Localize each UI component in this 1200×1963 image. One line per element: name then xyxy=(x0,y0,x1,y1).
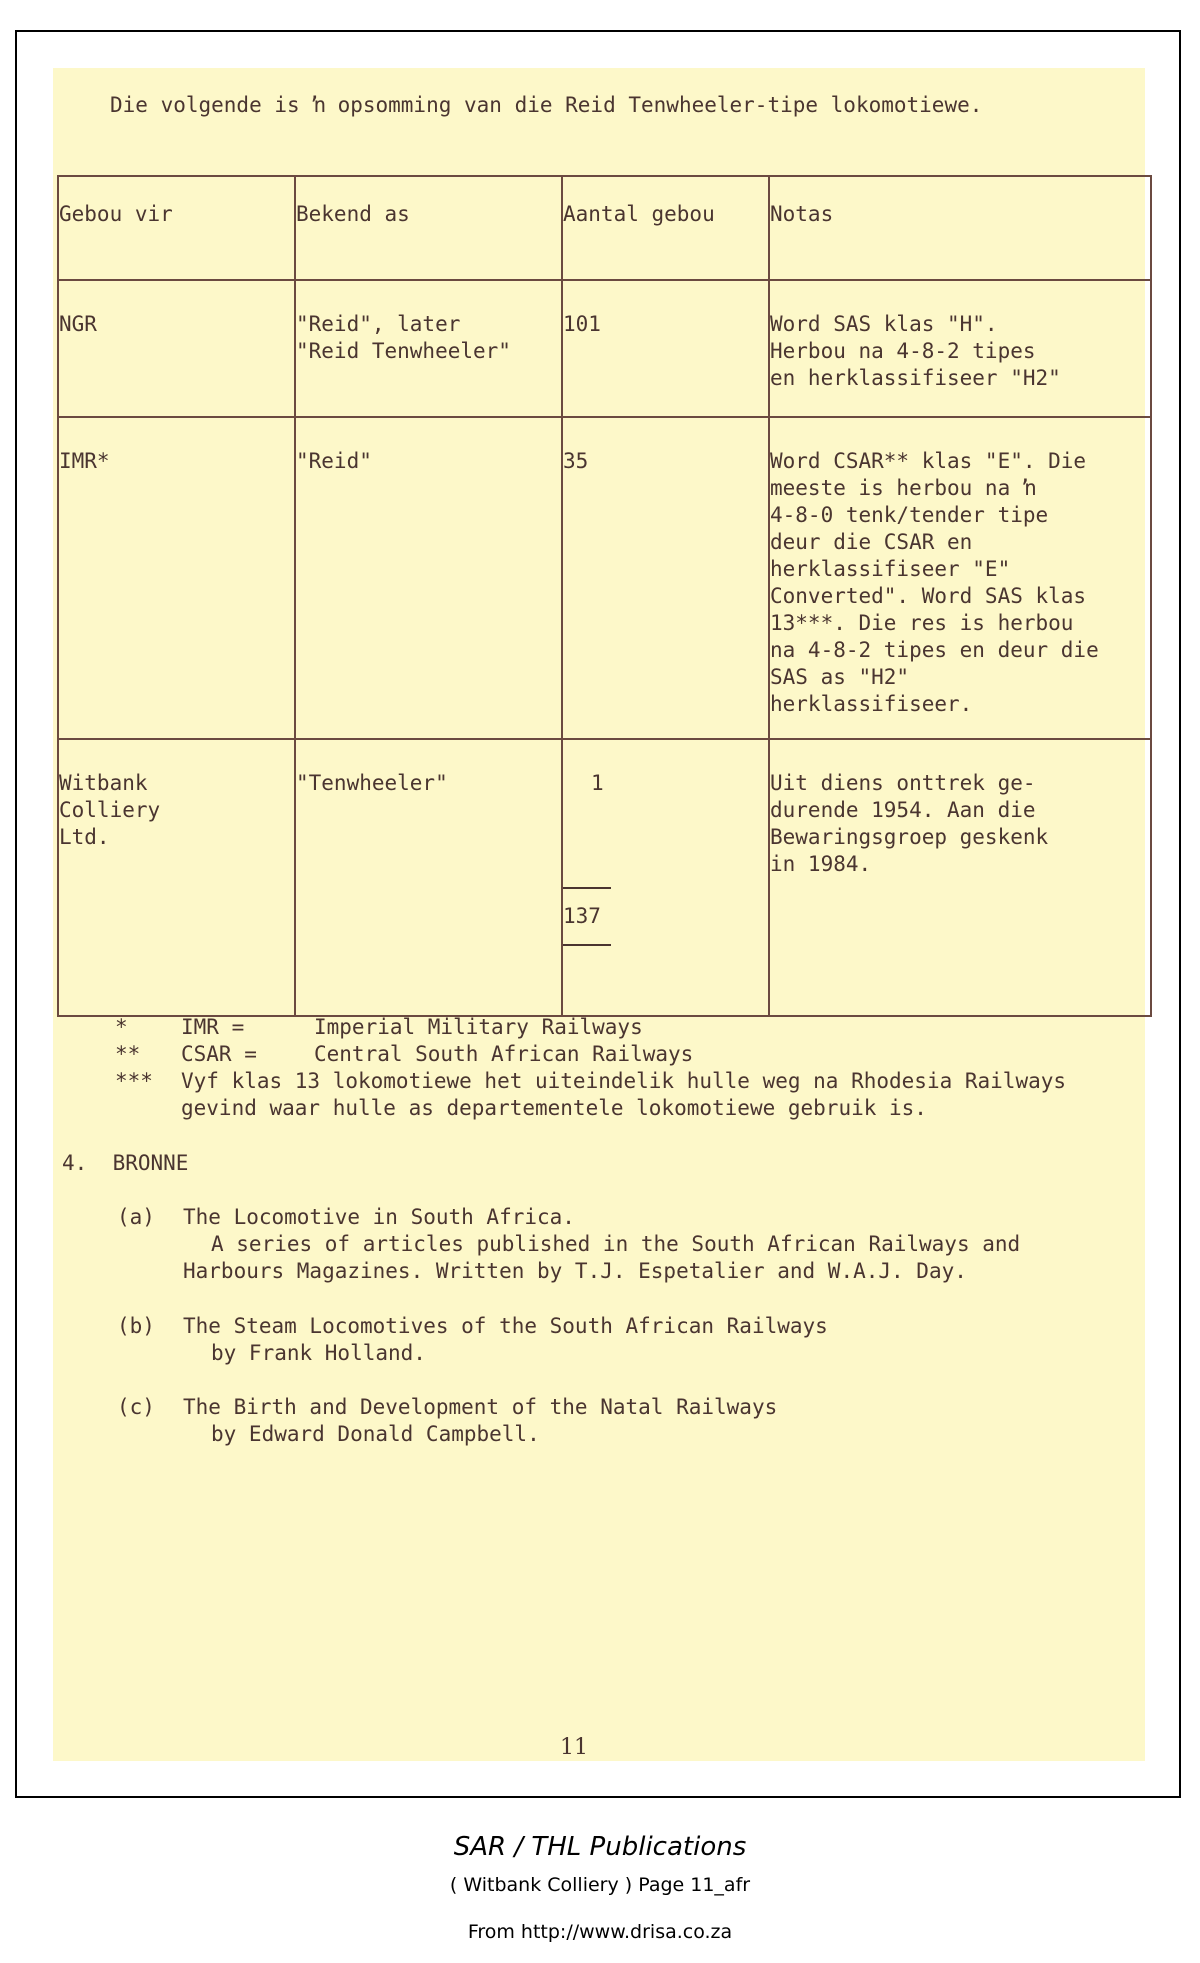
reference-line: The Locomotive in South Africa. xyxy=(183,1205,575,1229)
footnote-continuation: gevind waar hulle as departementele lokomotiewe gebruik is. xyxy=(181,1096,927,1120)
cell-line: "Reid", later xyxy=(296,312,461,336)
cell-line: Word CSAR** klas "E". Die xyxy=(770,449,1087,473)
reference-line: The Steam Locomotives of the South African Railways xyxy=(183,1314,828,1338)
cell-line: durende 1954. Aan die xyxy=(770,798,1036,822)
cell-notes xyxy=(769,739,1151,1016)
footnote-text: Imperial Military Railways xyxy=(314,1015,643,1039)
locomotive-summary-table xyxy=(57,175,1152,1017)
reference-item xyxy=(117,1204,575,1231)
cell-known-as xyxy=(295,280,562,417)
cell-line: Colliery xyxy=(59,798,161,822)
table-row xyxy=(58,280,1151,417)
cell-line: herklassifiseer "E" xyxy=(770,557,1011,581)
reference-label: (b) xyxy=(117,1314,155,1338)
cell-line: IMR* xyxy=(59,449,110,473)
cell-line: Witbank xyxy=(59,771,148,795)
cell-built-for xyxy=(58,739,295,1016)
cell-line: en herklassifiseer "H2" xyxy=(770,366,1061,390)
cell-line: Word SAS klas "H". xyxy=(770,312,998,336)
cell-count xyxy=(562,280,769,417)
cell-line: in 1984. xyxy=(770,852,872,876)
intro-text: Die volgende is ŉ opsomming van die Reid Tenwheeler-tipe lokomotiewe. xyxy=(110,93,983,117)
cell-line: 13***. Die res is herbou xyxy=(770,611,1074,635)
reference-line: The Birth and Development of the Natal Railways xyxy=(183,1395,778,1419)
cell-line: na 4-8-2 tipes en deur die xyxy=(770,638,1099,662)
total-rule-bottom xyxy=(563,944,611,946)
total-rule-top xyxy=(563,887,611,889)
cell-line: 1 xyxy=(591,771,604,795)
footnote-text: Vyf klas 13 lokomotiewe het uiteindelik hulle weg na Rhodesia Railways xyxy=(181,1069,1067,1093)
header-notes: Notas xyxy=(769,176,1151,280)
cell-line: Converted". Word SAS klas xyxy=(770,584,1087,608)
reference-label: (c) xyxy=(117,1395,155,1419)
cell-line: Ltd. xyxy=(59,825,110,849)
section-heading xyxy=(62,1150,188,1177)
footnote-mark: * xyxy=(115,1015,128,1039)
cell-line: "Reid Tenwheeler" xyxy=(296,339,511,363)
cell-notes xyxy=(769,280,1151,417)
footnote-abbr: CSAR = xyxy=(181,1042,257,1066)
cell-line: 4-8-0 tenk/tender tipe xyxy=(770,503,1049,527)
cell-count xyxy=(562,739,769,1016)
reference-line: by Edward Donald Campbell. xyxy=(211,1422,540,1446)
footnote-mark: *** xyxy=(115,1069,153,1093)
reference-item xyxy=(117,1394,777,1421)
reference-line: A series of articles published in the South African Railways and xyxy=(211,1232,1021,1256)
footnote-abbr: IMR = xyxy=(181,1015,245,1039)
table-row xyxy=(58,739,1151,1016)
reference-line: by Frank Holland. xyxy=(211,1341,426,1365)
cell-built-for xyxy=(58,417,295,739)
footnote xyxy=(115,1068,1066,1095)
cell-line: Herbou na 4-8-2 tipes xyxy=(770,339,1036,363)
cell-line: 35 xyxy=(563,449,589,473)
cell-line: SAS as "H2" xyxy=(770,665,910,689)
reference-item xyxy=(117,1313,828,1340)
cell-line: NGR xyxy=(59,312,97,336)
footnote xyxy=(115,1041,693,1068)
section-number: 4. xyxy=(62,1151,88,1175)
total-count: 137 xyxy=(563,904,601,928)
cell-line: Bewaringsgroep geskenk xyxy=(770,825,1049,849)
cell-known-as xyxy=(295,739,562,1016)
footnote-mark: ** xyxy=(115,1042,141,1066)
reference-line: Harbours Magazines. Written by T.J. Espetalier and W.A.J. Day. xyxy=(183,1259,967,1283)
cell-known-as xyxy=(295,417,562,739)
cell-built-for xyxy=(58,280,295,417)
cell-line: "Reid" xyxy=(296,449,372,473)
reference-label: (a) xyxy=(117,1205,155,1229)
page-number: 11 xyxy=(560,1735,588,1760)
cell-line: Uit diens onttrek ge- xyxy=(770,771,1036,795)
table-header-row xyxy=(58,176,1151,280)
cell-line: deur die CSAR en xyxy=(770,530,973,554)
cell-line: herklassifiseer. xyxy=(770,692,973,716)
footnote xyxy=(115,1014,643,1041)
publication-title: SAR / THL Publications xyxy=(453,1832,747,1862)
cell-line: 101 xyxy=(563,312,601,336)
footnote-text: Central South African Railways xyxy=(314,1042,694,1066)
header-built-for: Gebou vir xyxy=(58,176,295,280)
section-title: BRONNE xyxy=(112,1151,189,1175)
table-row xyxy=(58,417,1151,739)
cell-line: meeste is herbou na ŉ xyxy=(770,476,1036,500)
cell-line: "Tenwheeler" xyxy=(296,771,448,795)
cell-count xyxy=(562,417,769,739)
cell-notes xyxy=(769,417,1151,739)
header-known-as: Bekend as xyxy=(295,176,562,280)
publication-subtitle: ( Witbank Colliery ) Page 11_afr xyxy=(449,1874,751,1896)
publication-source: From http://www.drisa.co.za xyxy=(467,1921,733,1943)
header-count: Aantal gebou xyxy=(562,176,769,280)
